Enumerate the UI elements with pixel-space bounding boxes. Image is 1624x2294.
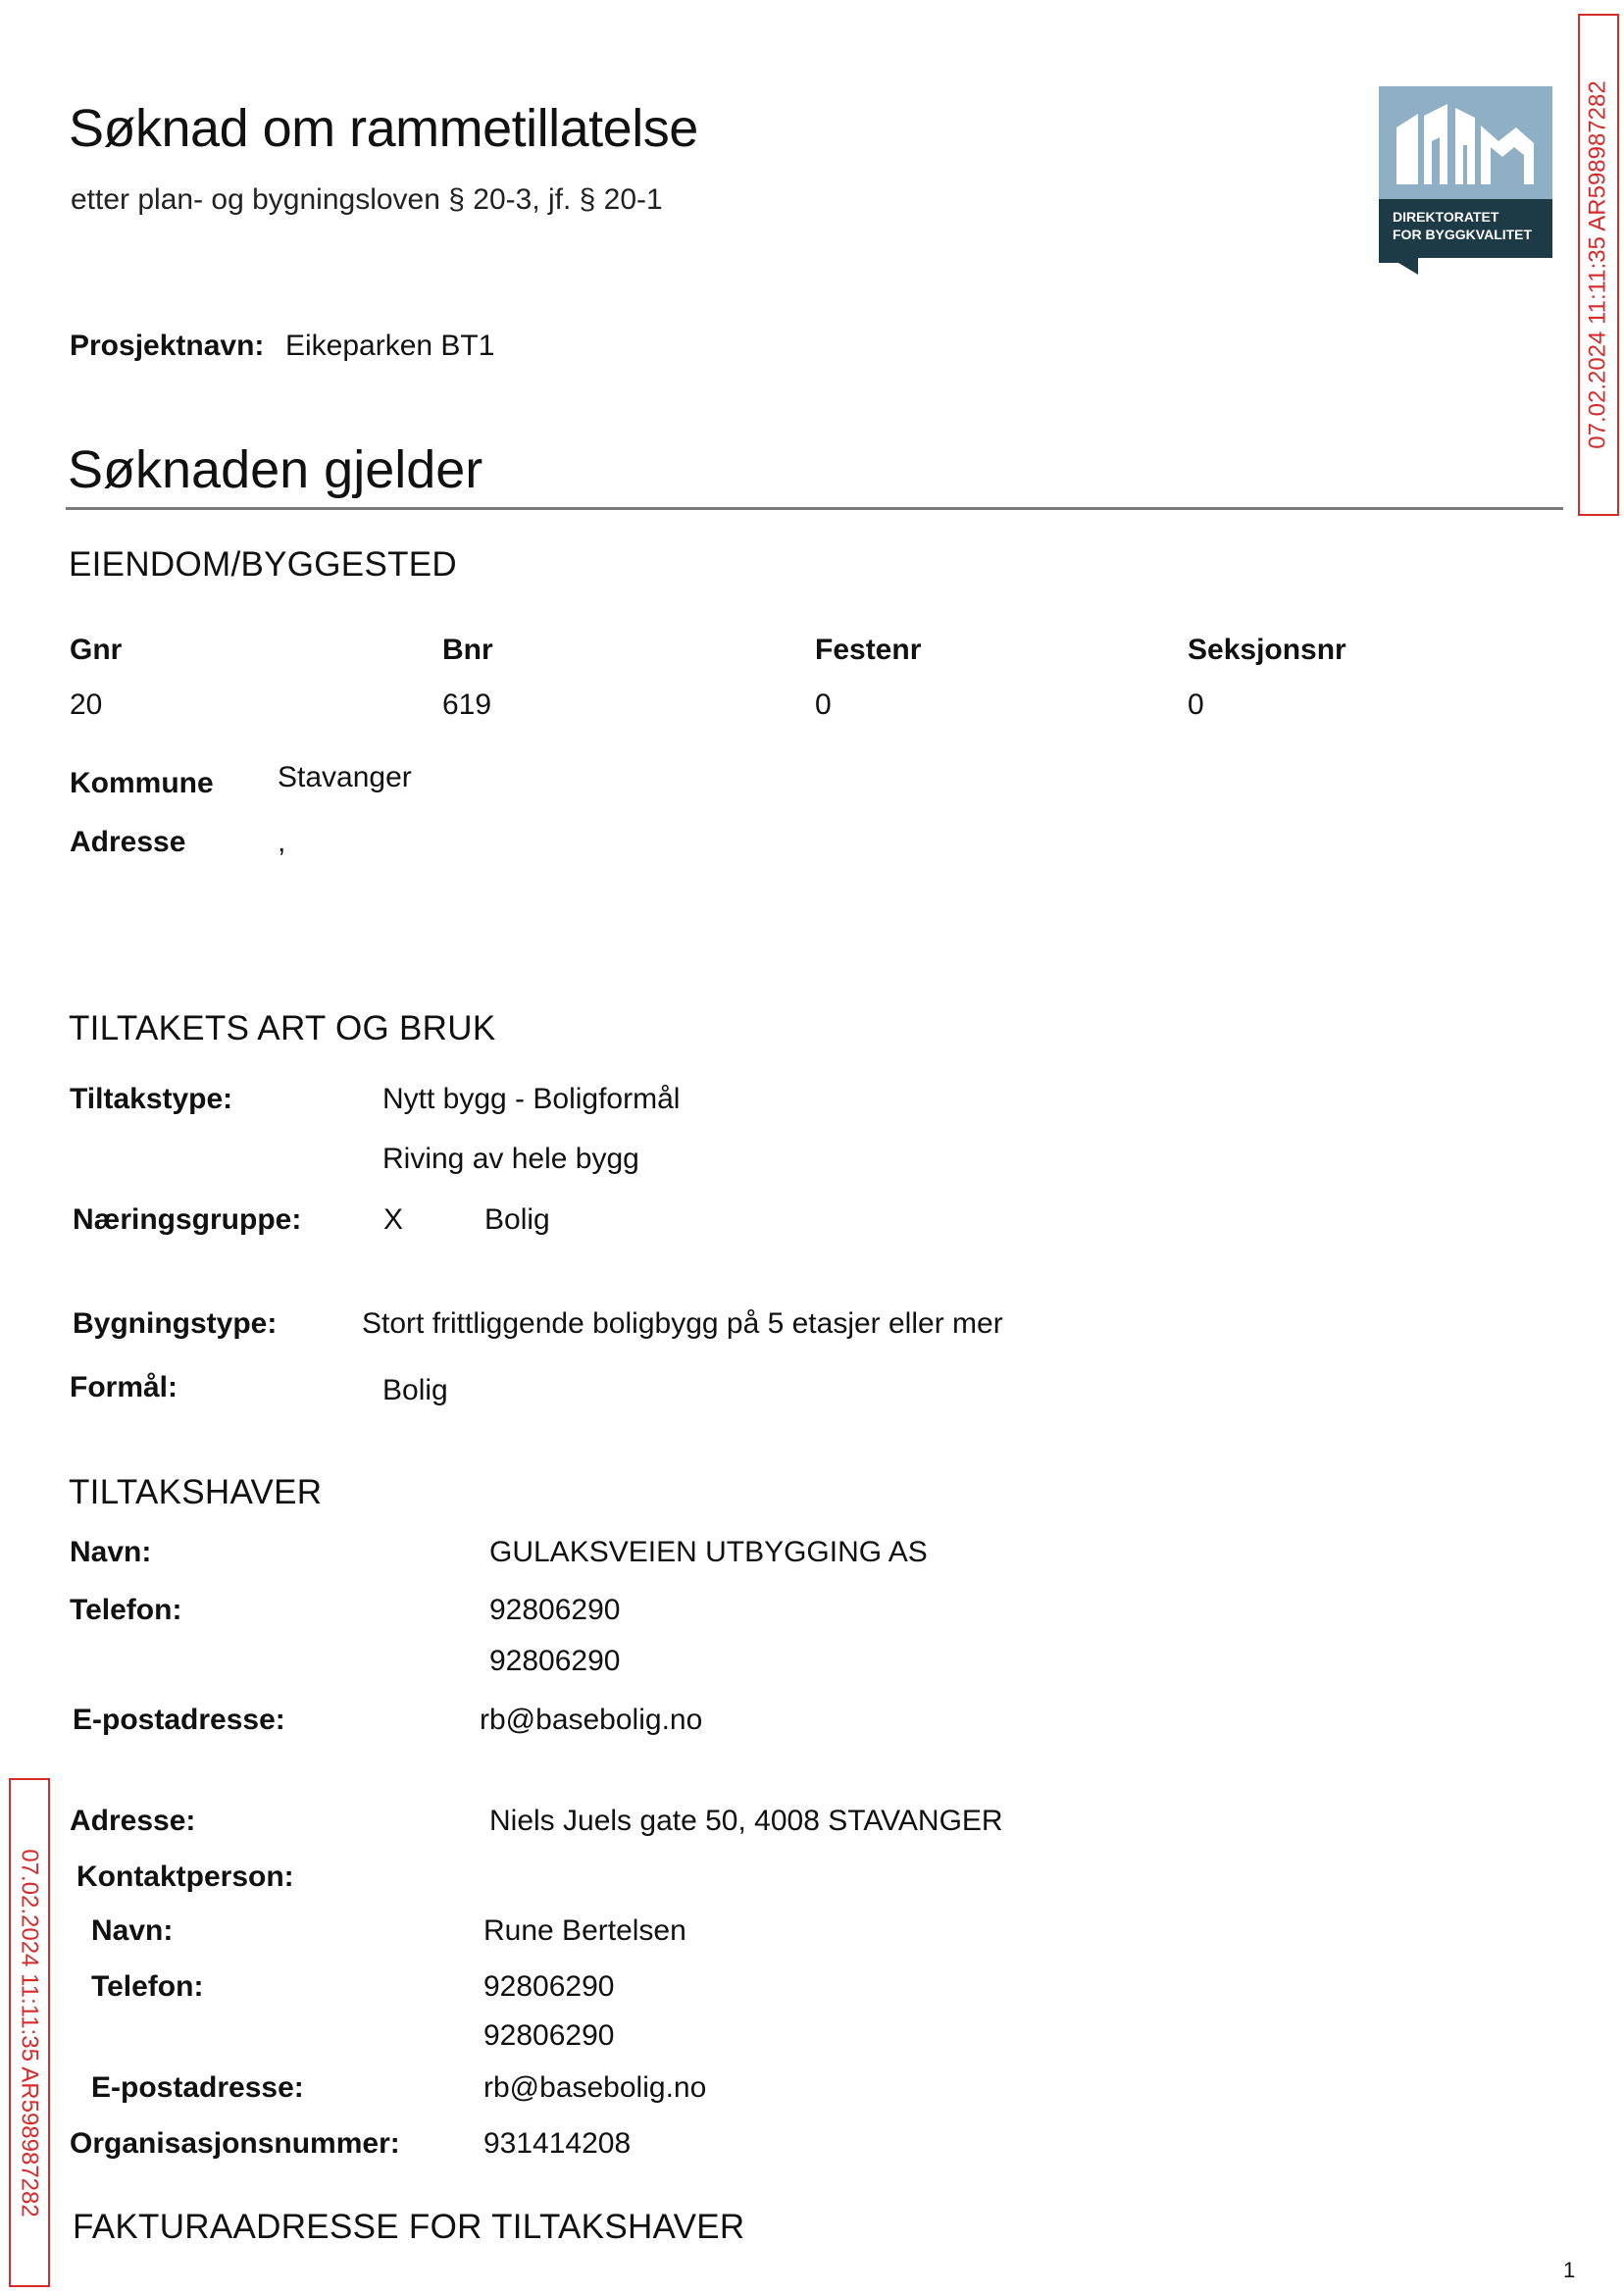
date-stamp-left [9,1778,50,2287]
org-nummer-label: Organisasjonsnummer: [70,2127,400,2160]
adresse-label: Adresse [70,826,186,858]
adresse-value: , [278,826,286,858]
festenr-label: Festenr [815,634,922,666]
kontakt-navn-label: Navn: [91,1914,174,1947]
tiltakshaver-adresse-label: Adresse: [70,1805,196,1837]
kontakt-epost-value: rb@basebolig.no [483,2071,707,2104]
bnr-value: 619 [442,688,492,721]
building-logo-icon [1379,86,1552,275]
tiltakshaver-heading: TILTAKSHAVER [69,1473,323,1511]
dibk-logo [1379,86,1552,275]
kontakt-epost-label: E-postadresse: [91,2071,304,2104]
tiltakshaver-epost-label: E-postadresse: [73,1704,285,1736]
tiltak-heading: TILTAKETS ART OG BRUK [69,1009,496,1047]
stamp-text: 07.02.2024 11:11:35 AR598987282 [17,1848,43,2218]
tiltakshaver-navn-label: Navn: [70,1536,152,1568]
tiltakshaver-adresse-value: Niels Juels gate 50, 4008 STAVANGER [489,1805,1003,1837]
seksjonsnr-label: Seksjonsnr [1188,634,1346,666]
tiltakstype-value-2: Riving av hele bygg [382,1143,639,1175]
naeringsgruppe-label: Næringsgruppe: [73,1203,302,1236]
naeringsgruppe-value: Bolig [484,1203,550,1236]
tiltakshaver-telefon-label: Telefon: [70,1594,182,1626]
page-title: Søknad om rammetillatelse [69,99,698,158]
page-number: 1 [1563,2258,1576,2282]
kontakt-navn-value: Rune Bertelsen [483,1914,686,1947]
faktura-heading: FAKTURAADRESSE FOR TILTAKSHAVER [73,2208,745,2246]
kontakt-telefon-value-1: 92806290 [483,1970,615,2003]
project-name-label: Prosjektnavn: [70,330,265,362]
gnr-label: Gnr [70,634,123,666]
logo-text-line2: FOR BYGGKVALITET [1393,227,1533,242]
gnr-value: 20 [70,688,103,721]
kontakt-telefon-value-2: 92806290 [483,2019,615,2052]
bygningstype-label: Bygningstype: [73,1307,278,1340]
bnr-label: Bnr [442,634,493,666]
tiltakstype-label: Tiltakstype: [70,1083,233,1115]
project-name-value: Eikeparken BT1 [285,330,495,362]
date-stamp-right [1578,14,1619,516]
logo-text-line1: DIREKTORATET [1393,209,1499,225]
kommune-label: Kommune [70,767,214,799]
formaal-label: Formål: [70,1371,178,1403]
formaal-value: Bolig [382,1374,448,1406]
naeringsgruppe-code: X [383,1203,404,1236]
org-nummer-value: 931414208 [483,2127,632,2160]
tiltakshaver-epost-value: rb@basebolig.no [480,1704,703,1736]
eiendom-heading: EIENDOM/BYGGESTED [69,545,457,584]
tiltakstype-value-1: Nytt bygg - Boligformål [382,1083,681,1115]
tiltakshaver-telefon-value-1: 92806290 [489,1594,621,1626]
kontaktperson-label: Kontaktperson: [76,1861,294,1893]
page-subtitle: etter plan- og bygningsloven § 20-3, jf. § 20-1 [71,183,663,216]
kontakt-telefon-label: Telefon: [91,1970,204,2003]
stamp-text: 07.02.2024 11:11:35 AR598987282 [1585,80,1611,449]
tiltakshaver-telefon-value-2: 92806290 [489,1645,621,1677]
seksjonsnr-value: 0 [1188,688,1204,721]
section-divider [66,507,1563,510]
festenr-value: 0 [815,688,832,721]
tiltakshaver-navn-value: GULAKSVEIEN UTBYGGING AS [489,1536,928,1568]
kommune-value: Stavanger [278,761,412,793]
section-title: Søknaden gjelder [68,440,483,499]
bygningstype-value: Stort frittliggende boligbygg på 5 etasjer eller mer [362,1307,1003,1340]
